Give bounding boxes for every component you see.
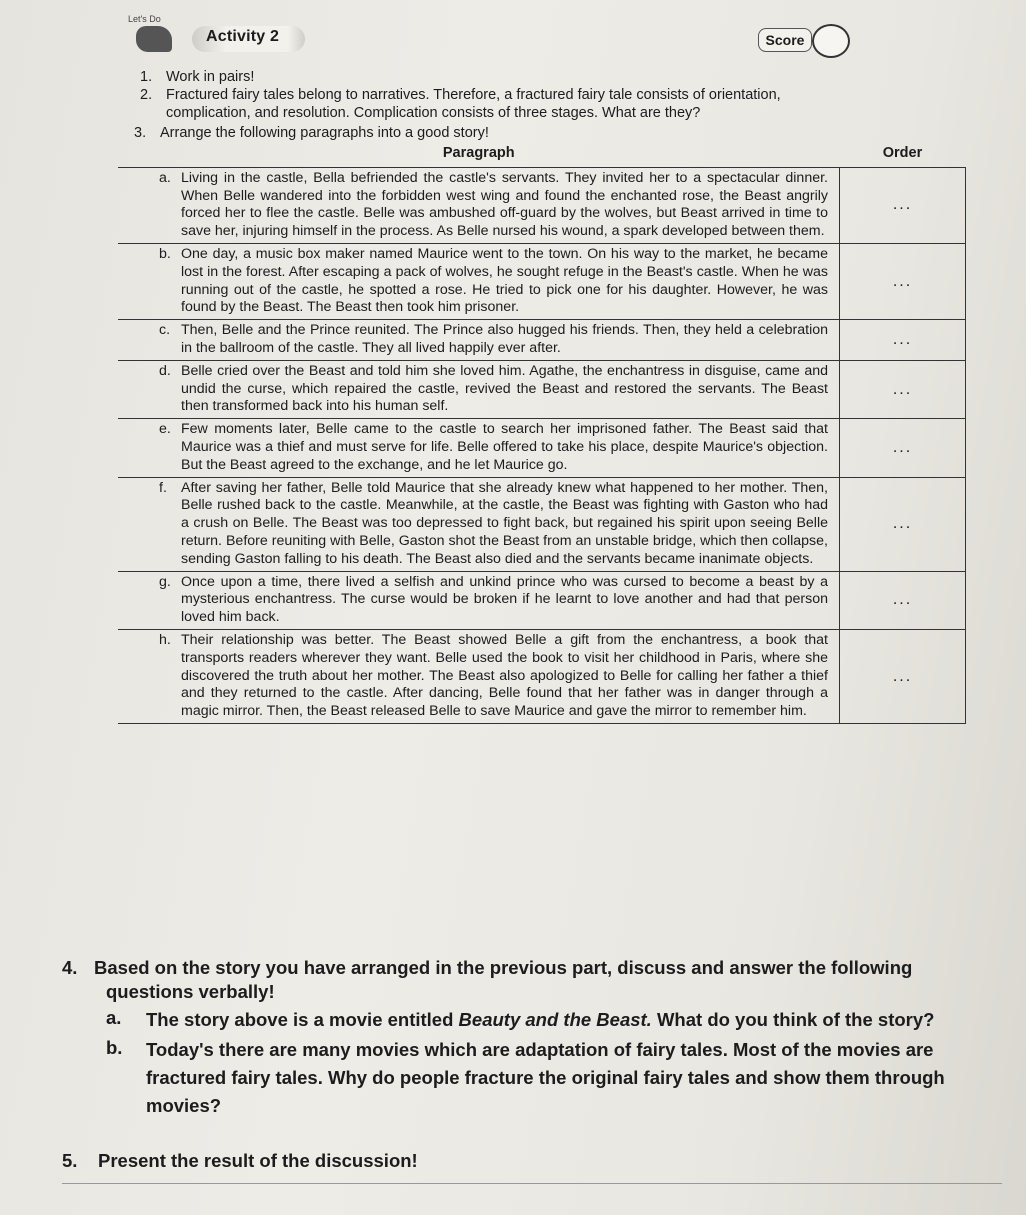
sub-question-text: Today's there are many movies which are adaptation of fairy tales. Most of the movies are fractured fairy tales. Why do people fracture the original fairy tales and show them through movies? bbox=[146, 1039, 945, 1116]
badge-text: Let's Do bbox=[128, 14, 161, 24]
instruction-number: 1. bbox=[140, 69, 153, 85]
table-row bbox=[118, 360, 966, 418]
table-row bbox=[118, 571, 966, 629]
score-label: Score bbox=[758, 28, 812, 52]
activity-header bbox=[120, 12, 1020, 62]
paragraph-text: Once upon a time, there lived a selfish and unkind prince who was cursed to become a beast by a mysterious enchantress. The curse would be broken if he learnt to love another and had that person loved him back. bbox=[181, 573, 828, 626]
order-blank[interactable]: ... bbox=[840, 167, 966, 243]
instruction-3 bbox=[134, 124, 489, 142]
paragraph-text: Their relationship was better. The Beast showed Belle a gift from the enchantress, a book that transports readers wherever they want. Belle used the book to visit her childhood in Paris, where she discovered the truth about her mother. The Beast also apologized to Belle for calling her father a thief and they returned to the castle. After dancing, Belle found that her father was in danger through a magic mirror. Then, the Beast released Belle to save Maurice and gave the mirror to remember him. bbox=[181, 631, 828, 720]
order-blank[interactable]: ... bbox=[840, 243, 966, 319]
lets-do-badge bbox=[120, 12, 180, 60]
order-blank[interactable]: ... bbox=[840, 360, 966, 418]
paragraph-text: Living in the castle, Bella befriended the castle's servants. They invited her to a spectacular dinner. When Belle wandered into the forbidden west wing and found the enchanted rose, the Beast angrily forced her to flee the castle. Belle was ambushed off-guard by the wolves, but Beast arrived in time to save her, injuring himself in the process. As Belle nursed his wound, a spark developed between them. bbox=[181, 169, 828, 240]
paragraph-letter: f. bbox=[159, 479, 167, 496]
question-4a bbox=[62, 1006, 982, 1034]
order-blank[interactable]: ... bbox=[840, 477, 966, 571]
sub-question-text-end: What do you think of the story? bbox=[651, 1009, 935, 1030]
movie-title: Beauty and the Beast. bbox=[458, 1009, 652, 1030]
paragraph-text: Few moments later, Belle came to the castle to search her imprisoned father. The Beast said that Maurice was a thief and must serve for life. Belle offered to take his place, despite Maurice's objection. But the Beast agreed to the exchange, and he let Maurice go. bbox=[181, 421, 828, 473]
question-4b bbox=[62, 1036, 982, 1120]
question-5 bbox=[62, 1150, 418, 1172]
column-header-order: Order bbox=[840, 142, 966, 167]
sub-question-text: The story above is a movie entitled bbox=[146, 1009, 459, 1030]
instruction-2 bbox=[140, 86, 1000, 122]
instruction-text-cont: complication, and resolution. Complication consists of three stages. What are they? bbox=[166, 105, 701, 121]
instruction-number: 2. bbox=[140, 87, 153, 103]
paragraph-letter: g. bbox=[159, 573, 171, 590]
score-circle bbox=[812, 24, 850, 58]
column-header-paragraph: Paragraph bbox=[118, 142, 840, 167]
table-row bbox=[118, 629, 966, 723]
paragraph-letter: c. bbox=[159, 322, 171, 339]
paragraph-letter: e. bbox=[159, 421, 171, 438]
instruction-text: Fractured fairy tales belong to narratives. Therefore, a fractured fairy tale consists of orientation, bbox=[166, 87, 781, 103]
question-4 bbox=[62, 956, 982, 1120]
table-row bbox=[118, 243, 966, 319]
question-text: Present the result of the discussion! bbox=[98, 1150, 418, 1171]
badge-icon bbox=[136, 26, 172, 52]
sub-question-letter: b. bbox=[106, 1037, 123, 1058]
paragraph-text: After saving her father, Belle told Maurice that she already knew what happened to her mother. Then, Belle rushed back to the castle. Meanwhile, at the castle, the Beast was fighting with Gaston who had a crush on Belle. The Beast was too depressed to fight back, but regained his spirit upon seeing Belle return. Before reuniting with Belle, Gaston shot the Beast from an unstable bridge, which then collapse, sending Gaston falling to his death. The Beast also died and the servants became inanimate objects. bbox=[181, 479, 828, 567]
table-row bbox=[118, 167, 966, 243]
table-row bbox=[118, 477, 966, 571]
question-text-cont: questions verbally! bbox=[106, 981, 275, 1002]
table-row bbox=[118, 320, 966, 361]
paragraph-letter: a. bbox=[159, 169, 171, 186]
instruction-1 bbox=[140, 68, 254, 86]
paragraph-letter: d. bbox=[159, 362, 171, 379]
question-number: 4. bbox=[62, 957, 78, 978]
order-blank[interactable]: ... bbox=[840, 320, 966, 361]
activity-title: Activity 2 bbox=[192, 26, 305, 52]
sub-question-letter: a. bbox=[106, 1007, 122, 1028]
question-text: Based on the story you have arranged in the previous part, discuss and answer the following bbox=[94, 957, 913, 978]
table-row bbox=[118, 419, 966, 477]
order-blank[interactable]: ... bbox=[840, 419, 966, 477]
instruction-number: 3. bbox=[134, 125, 147, 141]
paragraph-letter: h. bbox=[159, 631, 171, 648]
question-number: 5. bbox=[62, 1150, 78, 1171]
story-table bbox=[118, 142, 966, 724]
paragraph-text: Belle cried over the Beast and told him she loved him. Agathe, the enchantress in disguise, came and undid the curse, which repaired the castle, revived the Beast and restored the servants. The Beast then transformed back into his human self. bbox=[181, 362, 828, 415]
paragraph-text: One day, a music box maker named Maurice went to the town. On his way to the market, he became lost in the forest. After escaping a pack of wolves, he sought refuge in the Beast's castle. When he was running out of the castle, he spotted a rose. He tried to pick one for his daughter. However, he was found by the Beast. The Beast then took him prisoner. bbox=[181, 245, 828, 316]
paragraph-letter: b. bbox=[159, 245, 171, 262]
instruction-text: Arrange the following paragraphs into a good story! bbox=[160, 125, 489, 141]
instruction-text: Work in pairs! bbox=[166, 69, 255, 85]
order-blank[interactable]: ... bbox=[840, 629, 966, 723]
paragraph-text: Then, Belle and the Prince reunited. The Prince also hugged his friends. Then, they held a celebration in the ballroom of the castle. They all lived happily ever after. bbox=[181, 322, 828, 356]
order-blank[interactable]: ... bbox=[840, 571, 966, 629]
page-divider bbox=[62, 1183, 1002, 1184]
